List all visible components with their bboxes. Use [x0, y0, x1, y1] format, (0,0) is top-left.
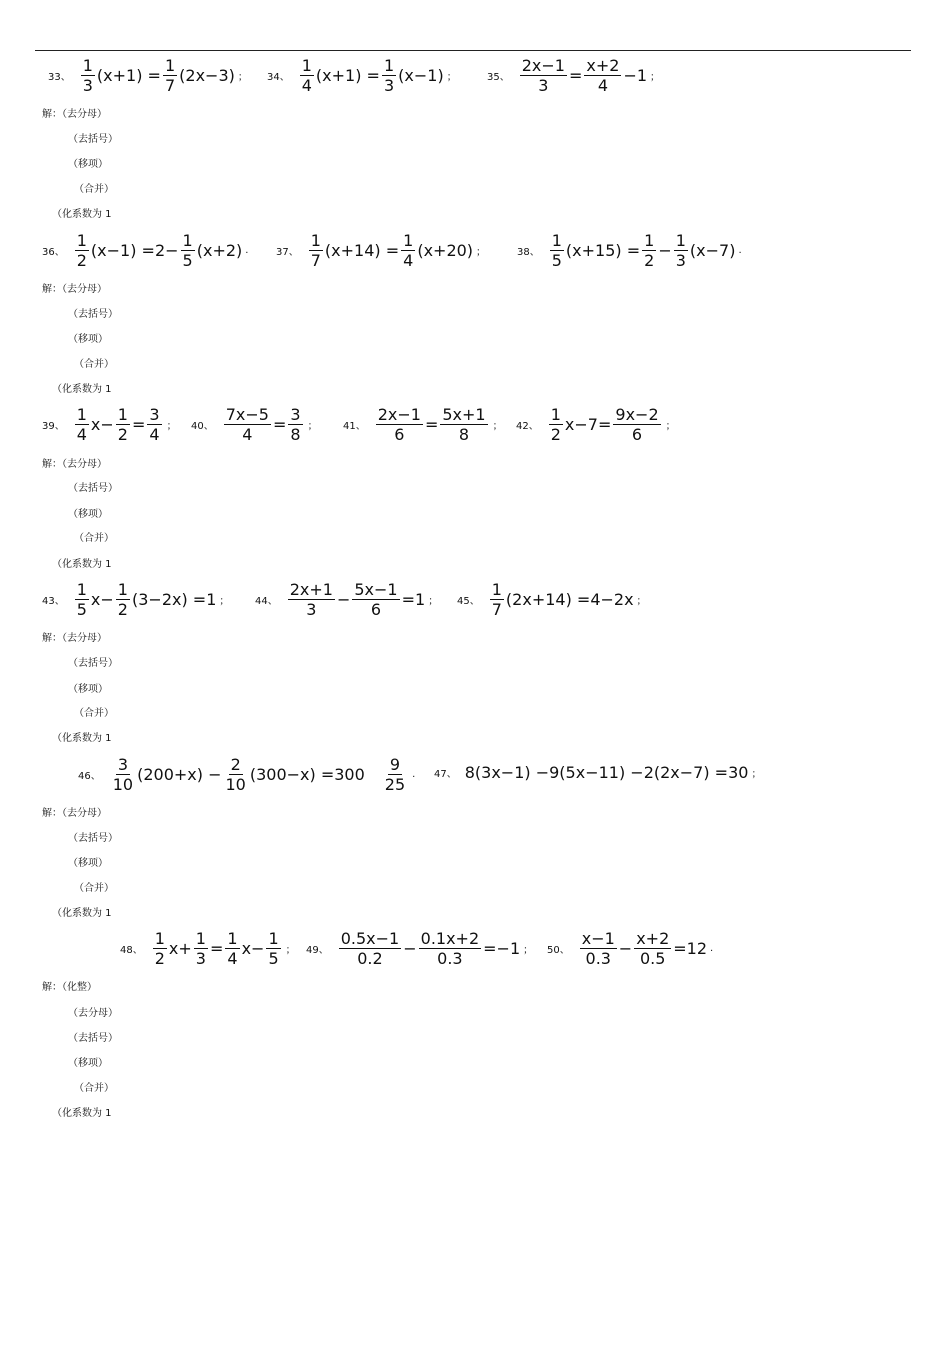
problem-number: 36、: [42, 247, 65, 258]
problem-number: 43、: [42, 596, 65, 607]
expression: x−: [90, 590, 114, 609]
problem-number: 40、: [191, 421, 214, 432]
problem-number: 34、: [267, 72, 290, 83]
problem-number: 38、: [517, 247, 540, 258]
fraction: $\frac{x-1}{0.3}$: [581, 929, 615, 968]
fraction: $\frac{9x-2}{6}$: [615, 405, 659, 444]
problem-number: 35、: [487, 72, 510, 83]
fraction: $\frac{1}{4}$: [301, 56, 312, 95]
punctuation: ；: [636, 596, 647, 607]
problem-number: 47、: [434, 769, 457, 780]
expression: −: [618, 939, 633, 958]
problem-45: [457, 580, 650, 619]
step-yixiang: （移项）: [68, 159, 108, 170]
problem-number: 33、: [48, 72, 71, 83]
expression: (x+14) =: [324, 241, 400, 260]
punctuation: ；: [446, 72, 457, 83]
step-qufenmu: 解：（去分母）: [42, 808, 107, 819]
problem-38: [517, 231, 745, 270]
expression: x+: [168, 939, 192, 958]
fraction: $\frac{1}{2}$: [550, 405, 561, 444]
fraction: $\frac{1}{7}$: [164, 56, 176, 95]
fraction: $\frac{0.5x-1}{0.2}$: [340, 929, 400, 968]
step-qufenmu: 解：（去分母）: [42, 459, 107, 470]
step-yixiang: （移项）: [68, 1058, 108, 1069]
problem-36: [42, 231, 251, 270]
problem-34: [267, 56, 460, 95]
step-qukuohao: （去括号）: [68, 309, 118, 320]
punctuation: .: [738, 245, 742, 256]
step-xishu: （化系数为 1: [52, 733, 112, 744]
fraction: $\frac{7x-5}{4}$: [225, 405, 269, 444]
step-xishu: （化系数为 1: [52, 559, 112, 570]
punctuation: ；: [428, 596, 439, 607]
expression: =: [272, 415, 287, 434]
step-qukuohao: （去括号）: [68, 658, 118, 669]
punctuation: .: [710, 943, 714, 954]
problem-33: [48, 56, 251, 95]
fraction: $\frac{1}{7}$: [310, 231, 321, 270]
punctuation: ；: [237, 72, 248, 83]
fraction: $\frac{1}{3}$: [675, 231, 686, 270]
problem-42: [516, 405, 679, 444]
step-qukuohao: （去括号）: [68, 134, 118, 145]
expression: (x+2): [196, 241, 243, 260]
expression: (2x−3): [179, 66, 235, 85]
expression: (x+15) =: [565, 241, 641, 260]
fraction: $\frac{x+2}{4}$: [586, 56, 620, 95]
fraction: $\frac{3}{10}$: [112, 755, 134, 794]
punctuation: .: [245, 245, 249, 256]
fraction: $\frac{2x-1}{3}$: [521, 56, 565, 95]
fraction: $\frac{1}{3}$: [195, 929, 206, 968]
punctuation: ；: [665, 421, 676, 432]
problem-46: [78, 755, 418, 794]
expression: (3−2x) =1: [131, 590, 217, 609]
problem-41: [343, 405, 506, 444]
fraction: $\frac{1}{2}$: [644, 231, 655, 270]
fraction: $\frac{x+2}{0.5}$: [636, 929, 670, 968]
expression: −1: [623, 66, 648, 85]
expression: x−: [241, 939, 265, 958]
problem-43: [42, 580, 232, 619]
problem-number: 45、: [457, 596, 480, 607]
expression: (x−7): [689, 241, 736, 260]
problem-number: 49、: [306, 945, 329, 956]
problem-number: 44、: [255, 596, 278, 607]
expression: (x−1): [398, 66, 444, 85]
punctuation: ；: [523, 945, 534, 956]
step-yixiang: （移项）: [68, 509, 108, 520]
problem-50: [547, 929, 716, 968]
expression: =1: [401, 590, 426, 609]
fraction: $\frac{1}{4}$: [76, 405, 87, 444]
punctuation: ；: [492, 421, 503, 432]
step-qukuohao: （去括号）: [68, 833, 118, 844]
fraction: $\frac{5x-1}{6}$: [354, 580, 398, 619]
problem-49: [306, 929, 536, 968]
fraction: $\frac{1}{7}$: [491, 580, 502, 619]
problem-39: [42, 405, 180, 444]
step-yixiang: （移项）: [68, 334, 108, 345]
step-yixiang: （移项）: [68, 684, 108, 695]
step-hebing: （合并）: [74, 184, 114, 195]
expression: (200+x) −: [137, 765, 222, 784]
fraction: $\frac{0.1x+2}{0.3}$: [420, 929, 480, 968]
expression: x−7=: [564, 415, 612, 434]
problem-44: [255, 580, 441, 619]
expression: −: [336, 590, 351, 609]
step-huazheng: 解：（化整）: [42, 982, 97, 993]
expression: =: [568, 66, 583, 85]
step-hebing: （合并）: [74, 533, 114, 544]
fraction: $\frac{1}{2}$: [76, 231, 87, 270]
expression: (x−1) =2−: [90, 241, 179, 260]
top-rule: [35, 50, 911, 51]
problem-number: 39、: [42, 421, 65, 432]
expression: (2x+14) =4−2x: [505, 590, 634, 609]
fraction: $\frac{3}{4}$: [149, 405, 160, 444]
expression: x−: [90, 415, 114, 434]
problem-number: 42、: [516, 421, 539, 432]
fraction: $\frac{1}{5}$: [268, 929, 279, 968]
step-qufenmu: （去分母）: [68, 1008, 118, 1019]
fraction: $\frac{1}{5}$: [551, 231, 562, 270]
problem-47: [434, 763, 764, 782]
step-qukuohao: （去括号）: [68, 483, 118, 494]
step-qufenmu: 解：（去分母）: [42, 284, 107, 295]
fraction: $\frac{2}{10}$: [225, 755, 246, 794]
fraction: $\frac{1}{4}$: [403, 231, 414, 270]
expression: =−1: [483, 939, 521, 958]
step-qukuohao: （去括号）: [68, 1033, 118, 1044]
fraction: $\frac{1}{3}$: [82, 56, 93, 95]
fraction: $\frac{1}{2}$: [117, 405, 128, 444]
step-hebing: （合并）: [74, 1083, 114, 1094]
expression: =: [209, 939, 224, 958]
expression: =: [424, 415, 439, 434]
punctuation: .: [412, 769, 416, 780]
problem-40: [191, 405, 321, 444]
fraction: $\frac{1}{5}$: [182, 231, 193, 270]
expression: −: [403, 939, 417, 958]
step-xishu: （化系数为 1: [52, 209, 112, 220]
step-qufenmu: 解：（去分母）: [42, 633, 107, 644]
punctuation: ；: [650, 72, 661, 83]
fraction: $\frac{1}{4}$: [227, 929, 238, 968]
punctuation: ；: [219, 596, 230, 607]
fraction: $\frac{1}{5}$: [76, 580, 87, 619]
step-yixiang: （移项）: [68, 858, 108, 869]
step-xishu: （化系数为 1: [52, 1108, 112, 1119]
problem-number: 50、: [547, 945, 570, 956]
fraction: $\frac{2x+1}{3}$: [289, 580, 333, 619]
problem-37: [276, 231, 489, 270]
problem-number: 46、: [78, 771, 101, 782]
step-xishu: （化系数为 1: [52, 908, 112, 919]
expression: (300−x) =300: [249, 765, 365, 784]
step-hebing: （合并）: [74, 708, 114, 719]
fraction: $\frac{2x-1}{6}$: [377, 405, 421, 444]
step-hebing: （合并）: [74, 359, 114, 370]
punctuation: ；: [476, 247, 487, 258]
expression: (x+20): [417, 241, 474, 260]
fraction: $\frac{1}{2}$: [154, 929, 165, 968]
problem-48: [120, 929, 299, 968]
expression: =12: [673, 939, 708, 958]
fraction: $\frac{3}{8}$: [290, 405, 301, 444]
step-qufenmu: 解：（去分母）: [42, 109, 107, 120]
step-hebing: （合并）: [74, 883, 114, 894]
step-xishu: （化系数为 1: [52, 384, 112, 395]
expression: =: [131, 415, 146, 434]
fraction: $\frac{5x+1}{8}$: [442, 405, 486, 444]
problem-number: 41、: [343, 421, 366, 432]
expression: −: [658, 241, 672, 260]
expression: 8(3x−1) −9(5x−11) −2(2x−7) =30: [464, 763, 749, 782]
expression: (x+1) =: [315, 66, 380, 85]
fraction: $\frac{1}{3}$: [383, 56, 395, 95]
punctuation: ；: [751, 769, 762, 780]
problem-number: 37、: [276, 247, 299, 258]
punctuation: ；: [166, 421, 177, 432]
expression: (x+1) =: [96, 66, 161, 85]
punctuation: ；: [307, 421, 318, 432]
fraction: $\frac{1}{2}$: [117, 580, 128, 619]
punctuation: ；: [285, 945, 296, 956]
fraction: $\frac{9}{25}$: [384, 755, 406, 794]
problem-35: [487, 56, 663, 95]
problem-number: 48、: [120, 945, 143, 956]
